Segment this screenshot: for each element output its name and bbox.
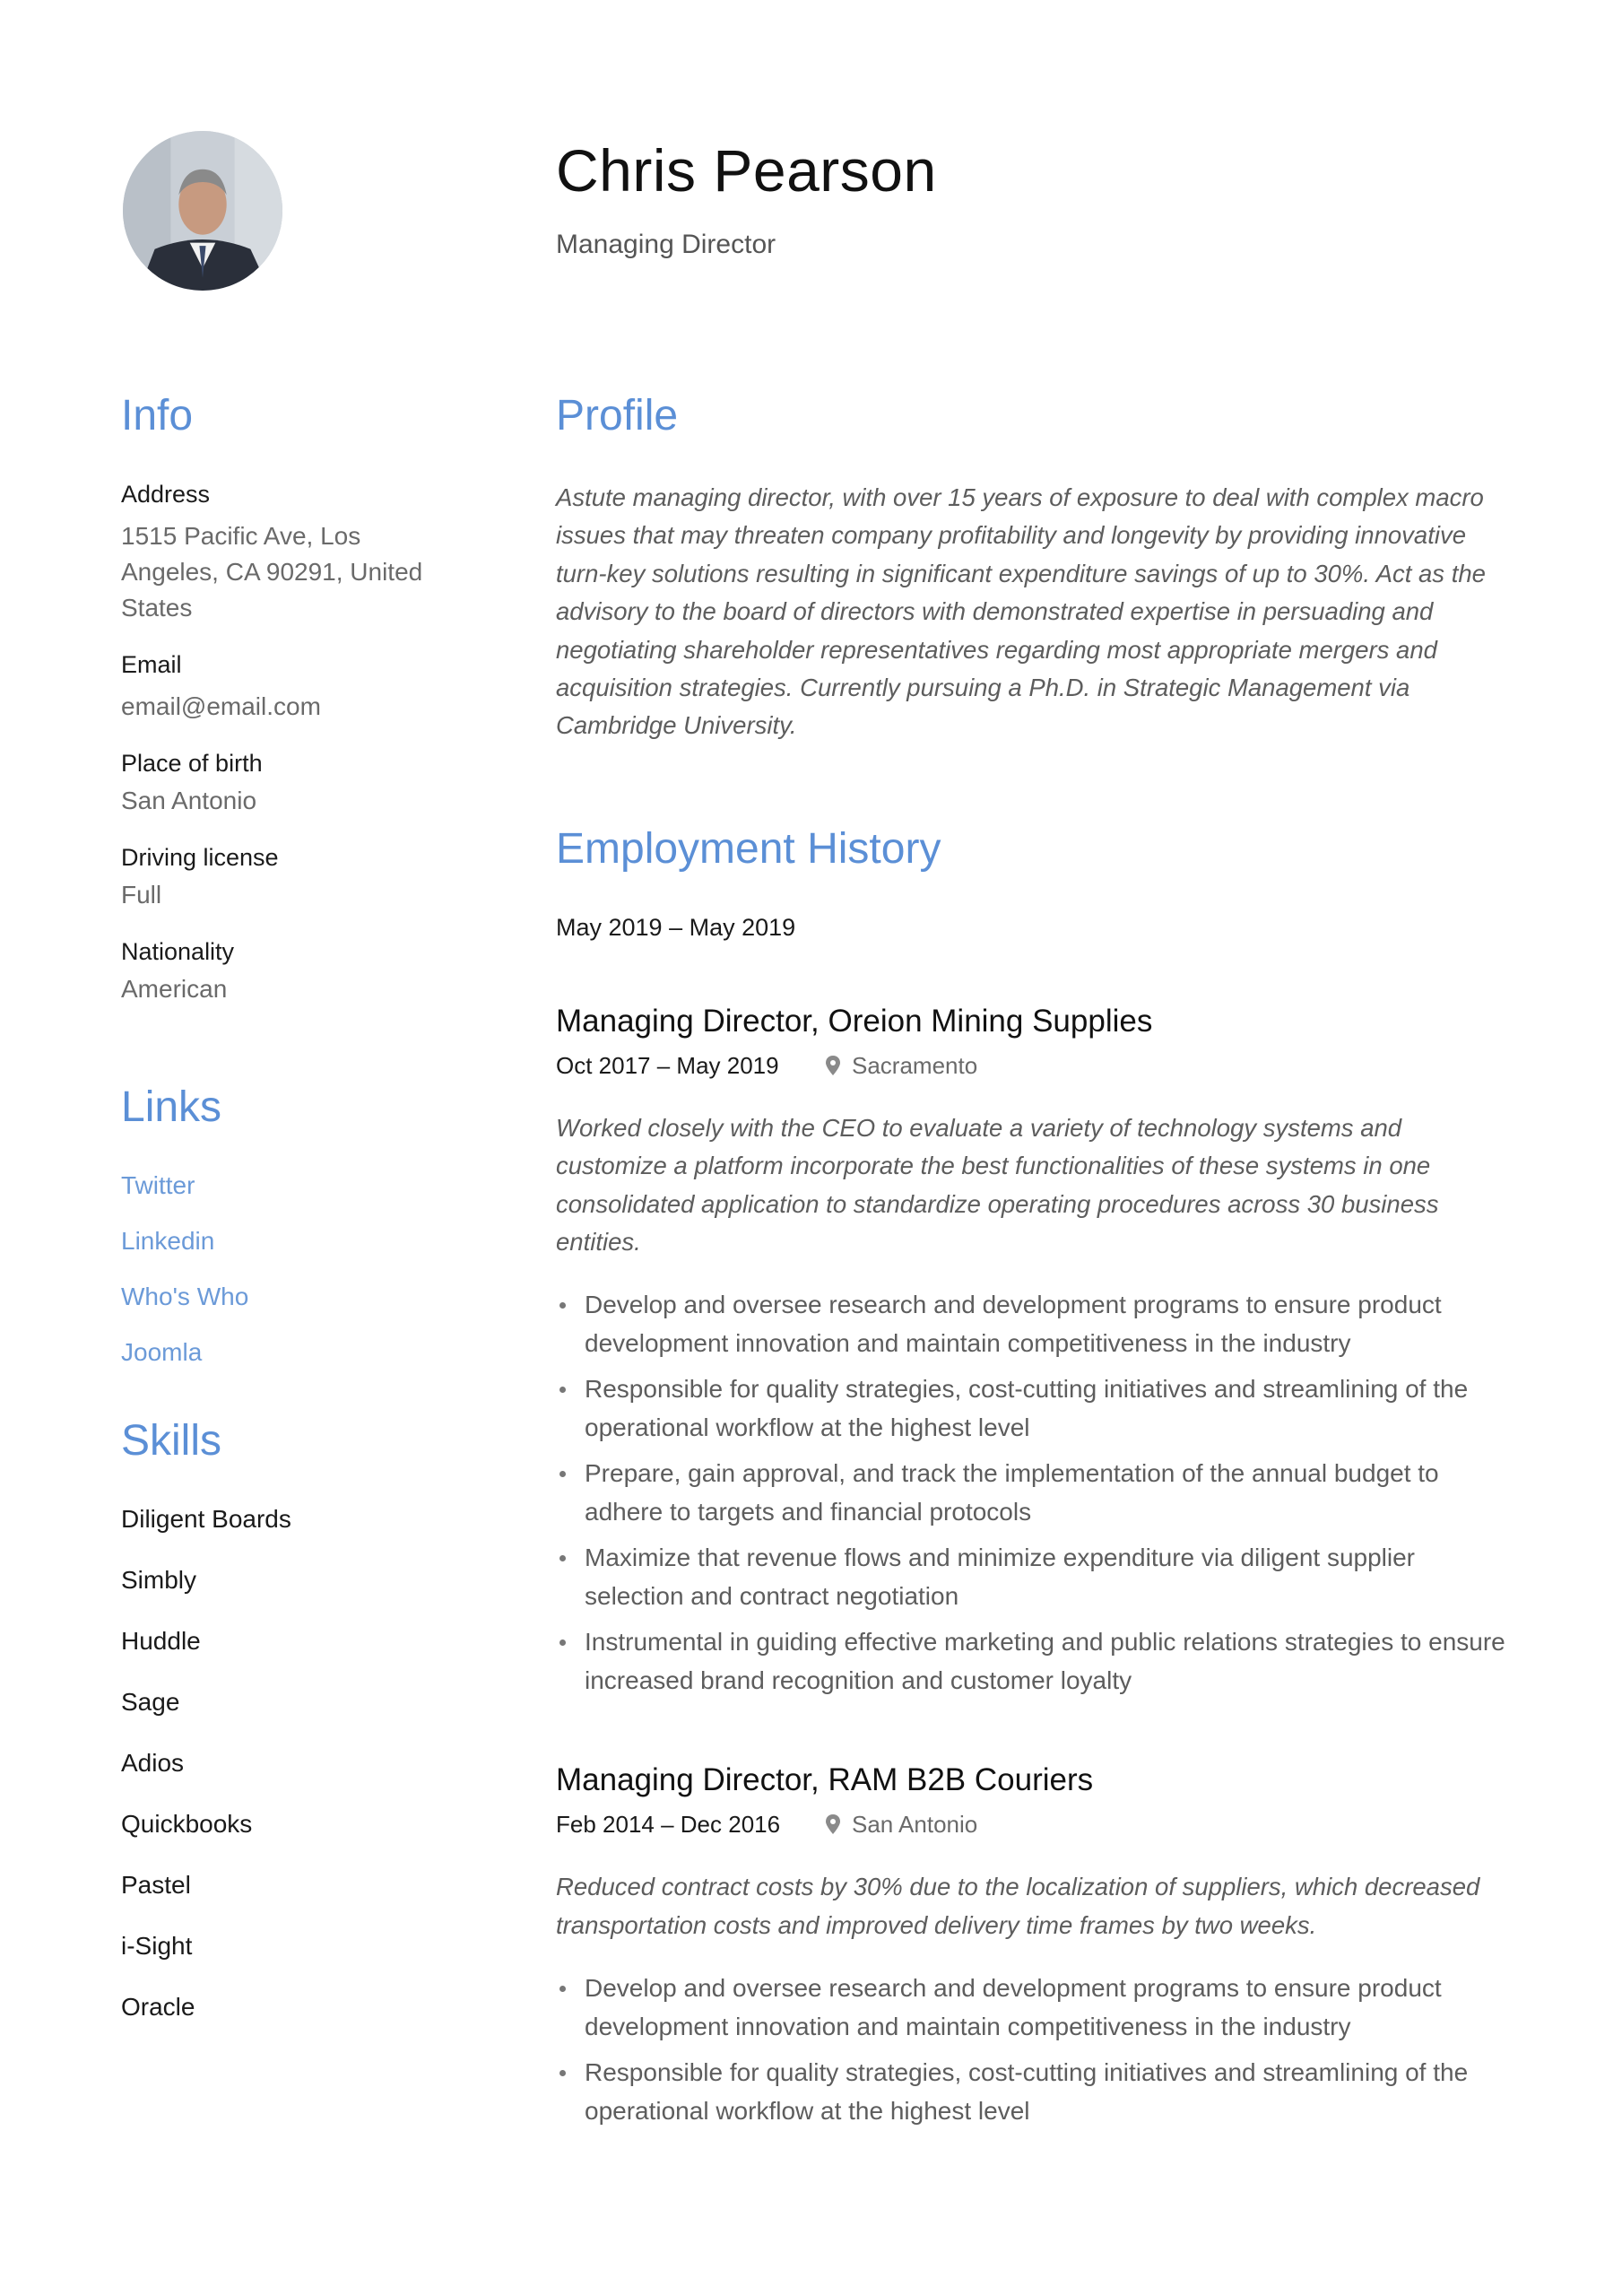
info-label: Address <box>121 481 211 508</box>
bullet-text: Develop and oversee research and development programs to ensure product development innovation and maintain competitiveness in the industry <box>585 1291 1442 1357</box>
link-twitter[interactable]: Twitter <box>121 1171 195 1199</box>
candidate-name: Chris Pearson <box>556 137 937 204</box>
bullet-item <box>556 2054 1506 2130</box>
skill-item: Oracle <box>121 1993 195 2021</box>
job-meta <box>556 1807 1506 1841</box>
job-title: Managing Director, RAM B2B Couriers <box>556 1762 1094 1798</box>
skills-list <box>121 1502 444 2024</box>
info-value: San Antonio <box>121 787 257 814</box>
main-content <box>556 389 1506 2138</box>
bullet-item <box>556 1623 1506 1700</box>
links-list <box>121 1169 444 1370</box>
bullet-dot-icon <box>559 1387 566 1393</box>
bullet-item <box>556 1455 1506 1531</box>
job-bullets <box>556 1286 1506 1700</box>
info-label: Email <box>121 651 182 678</box>
job-bullets <box>556 1970 1506 2130</box>
info-value: Full <box>121 881 162 909</box>
bullet-text: Responsible for quality strategies, cost-cutting initiatives and streamlining of the operational workflow at the highest level <box>585 2058 1469 2125</box>
info-value: American <box>121 975 228 1003</box>
links-heading: Links <box>121 1083 222 1131</box>
job-location-text: Sacramento <box>852 1051 978 1079</box>
link-whos-who[interactable]: Who's Who <box>121 1283 249 1310</box>
bullet-item <box>556 1370 1506 1447</box>
info-address <box>121 477 444 626</box>
profile-heading: Profile <box>556 392 679 439</box>
skill-item: Sage <box>121 1688 180 1716</box>
bullet-text: Develop and oversee research and development programs to ensure product development innovation and maintain competitiveness in the industry <box>585 1974 1442 2040</box>
job-location-text: San Antonio <box>852 1811 978 1839</box>
profile-summary: Astute managing director, with over 15 years of exposure to deal with complex macro issues that may threaten company profitability and longevity by providing innovative turn-key solutions resulting in significant expenditure savings of up to 30%. Act as the advisory to the board of directors with demonstrated expertise in persuading and negotiating shareholder representatives regarding most appropriate mergers and acquisition strategies. Currently pursuing a Ph.D. in Strategic Management via Cambridge University. <box>556 483 1486 740</box>
bullet-text: Responsible for quality strategies, cost-cutting initiatives and streamlining of the operational workflow at the highest level <box>585 1375 1469 1441</box>
skills-heading: Skills <box>121 1417 222 1465</box>
job-meta <box>556 1048 1506 1083</box>
job-dates: Feb 2014 – Dec 2016 <box>556 1811 781 1839</box>
skill-item: Huddle <box>121 1627 201 1655</box>
job-entry <box>556 1002 1506 1700</box>
profile-photo <box>123 131 282 291</box>
bullet-text: Maximize that revenue flows and minimize expenditure via diligent supplier selection and contract negotiation <box>585 1544 1416 1610</box>
job-description: Reduced contract costs by 30% due to the localization of suppliers, which decreased transportation costs and improved delivery time frames by two weeks. <box>556 1873 1480 1939</box>
link-joomla[interactable]: Joomla <box>121 1338 203 1366</box>
info-label: Driving license <box>121 844 279 871</box>
bullet-item <box>556 1539 1506 1615</box>
bullet-dot-icon <box>559 1986 566 1992</box>
info-value: 1515 Pacific Ave, Los Angeles, CA 90291, United States <box>121 522 423 622</box>
location-pin-icon <box>825 1814 841 1834</box>
bullet-dot-icon <box>559 1639 566 1646</box>
info-driving-license <box>121 840 444 913</box>
skill-item: i-Sight <box>121 1932 193 1960</box>
bullet-dot-icon <box>559 2070 566 2076</box>
bullet-item <box>556 1970 1506 2046</box>
bullet-dot-icon <box>559 1555 566 1561</box>
bullet-dot-icon <box>559 1302 566 1309</box>
skill-item: Diligent Boards <box>121 1505 291 1533</box>
job-location <box>825 1807 977 1841</box>
location-pin-icon <box>825 1056 841 1075</box>
bullet-item <box>556 1286 1506 1362</box>
sidebar <box>121 389 444 2051</box>
bullet-text: Instrumental in guiding effective marketing and public relations strategies to ensure increased brand recognition and customer loyalty <box>585 1628 1505 1694</box>
employment-range: May 2019 – May 2019 <box>556 913 796 941</box>
bullet-dot-icon <box>559 1471 566 1477</box>
employment-heading: Employment History <box>556 824 941 873</box>
link-linkedin[interactable]: Linkedin <box>121 1227 215 1255</box>
job-description: Worked closely with the CEO to evaluate a variety of technology systems and customize a platform incorporate the best functionalities of these systems in one consolidated application to standardize operating procedures across 30 business entities. <box>556 1113 1439 1257</box>
skill-item: Pastel <box>121 1871 191 1899</box>
info-label: Nationality <box>121 938 235 965</box>
info-place-of-birth <box>121 746 444 819</box>
candidate-title: Managing Director <box>556 230 776 259</box>
info-nationality <box>121 935 444 1007</box>
job-location <box>825 1048 977 1083</box>
job-title: Managing Director, Oreion Mining Supplies <box>556 1003 1153 1039</box>
info-label: Place of birth <box>121 750 263 777</box>
skill-item: Simbly <box>121 1566 197 1594</box>
job-entry <box>556 1761 1506 2130</box>
info-email <box>121 648 444 725</box>
info-heading: Info <box>121 392 194 439</box>
skill-item: Adios <box>121 1749 185 1777</box>
info-value: email@email.com <box>121 692 321 720</box>
bullet-text: Prepare, gain approval, and track the implementation of the annual budget to adhere to targets and financial protocols <box>585 1459 1439 1526</box>
skill-item: Quickbooks <box>121 1810 253 1838</box>
job-dates: Oct 2017 – May 2019 <box>556 1051 779 1079</box>
